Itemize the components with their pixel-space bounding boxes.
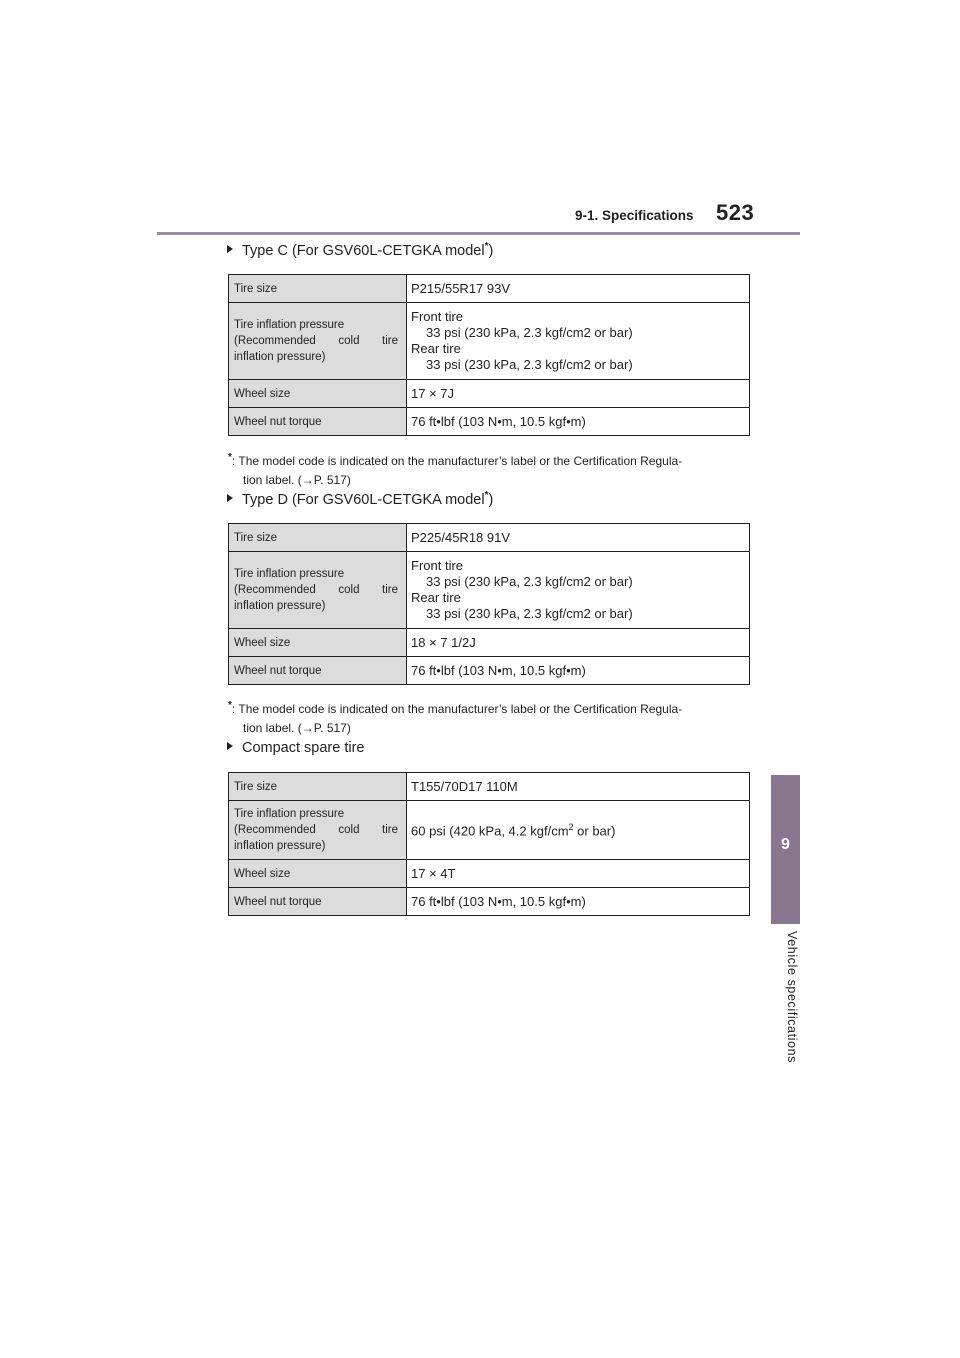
table-row: [229, 552, 750, 629]
bullet-triangle-icon: [227, 742, 233, 750]
section-heading-compact-spare: Compact spare tire: [227, 740, 365, 756]
torque-value: 76 ft•lbf (103 N•m, 10.5 kgf•m): [407, 888, 750, 916]
spec-table-type-c: [228, 274, 750, 436]
tire-size-value: P225/45R18 91V: [407, 524, 750, 552]
table-row: [229, 303, 750, 380]
wheel-size-value: 17 × 7J: [407, 380, 750, 408]
tire-size-value: P215/55R17 93V: [407, 275, 750, 303]
bullet-triangle-icon: [227, 245, 233, 253]
wheel-size-value: 17 × 4T: [407, 860, 750, 888]
bullet-triangle-icon: [227, 494, 233, 502]
torque-label: Wheel nut torque: [229, 408, 407, 436]
footnote-type-c: *: The model code is indicated on the manufacturer’s label or the Certification Regula- tion label. (→P. 517): [228, 452, 683, 487]
wheel-size-value: 18 × 7 1/2J: [407, 629, 750, 657]
footnote-type-d: *: The model code is indicated on the manufacturer’s label or the Certification Regula- tion label. (→P. 517): [228, 700, 683, 735]
spec-table-type-d: [228, 523, 750, 685]
section-heading-type-c: Type C (For GSV60L-CETGKA model*): [227, 241, 493, 259]
wheel-size-label: Wheel size: [229, 380, 407, 408]
tire-size-label: Tire size: [229, 773, 407, 801]
spec-table-compact-spare: [228, 772, 750, 916]
section-heading-type-d: Type D (For GSV60L-CETGKA model*): [227, 490, 493, 508]
header-divider: [157, 232, 800, 235]
pressure-label: Tire inflation pressure (Recommended cold tire inflation pressure): [229, 552, 407, 629]
chapter-tab-number: 9: [781, 836, 790, 853]
pressure-label: Tire inflation pressure (Recommended cold tire inflation pressure): [229, 801, 407, 860]
pressure-value: Front tire 33 psi (230 kPa, 2.3 kgf/cm2 or bar) Rear tire 33 psi (230 kPa, 2.3 kgf/cm2 or bar): [407, 303, 750, 380]
pressure-label: Tire inflation pressure (Recommended cold tire inflation pressure): [229, 303, 407, 380]
wheel-size-label: Wheel size: [229, 860, 407, 888]
table-row: [229, 524, 750, 552]
table-row: [229, 657, 750, 685]
table-row: [229, 275, 750, 303]
page-number: 523: [716, 200, 755, 225]
torque-label: Wheel nut torque: [229, 657, 407, 685]
table-row: [229, 860, 750, 888]
table-row: [229, 408, 750, 436]
table-row: [229, 629, 750, 657]
table-row: [229, 888, 750, 916]
torque-label: Wheel nut torque: [229, 888, 407, 916]
section-title: 9-1. Specifications: [575, 208, 694, 223]
chapter-tab-label: Vehicle specifications: [785, 931, 799, 1064]
table-row: [229, 380, 750, 408]
torque-value: 76 ft•lbf (103 N•m, 10.5 kgf•m): [407, 408, 750, 436]
pressure-value: Front tire 33 psi (230 kPa, 2.3 kgf/cm2 or bar) Rear tire 33 psi (230 kPa, 2.3 kgf/cm2 or bar): [407, 552, 750, 629]
table-row: [229, 801, 750, 860]
tire-size-value: T155/70D17 110M: [407, 773, 750, 801]
tire-size-label: Tire size: [229, 524, 407, 552]
torque-value: 76 ft•lbf (103 N•m, 10.5 kgf•m): [407, 657, 750, 685]
table-row: [229, 773, 750, 801]
tire-size-label: Tire size: [229, 275, 407, 303]
pressure-value: 60 psi (420 kPa, 4.2 kgf/$cm^2$ or bar): [407, 801, 750, 860]
wheel-size-label: Wheel size: [229, 629, 407, 657]
